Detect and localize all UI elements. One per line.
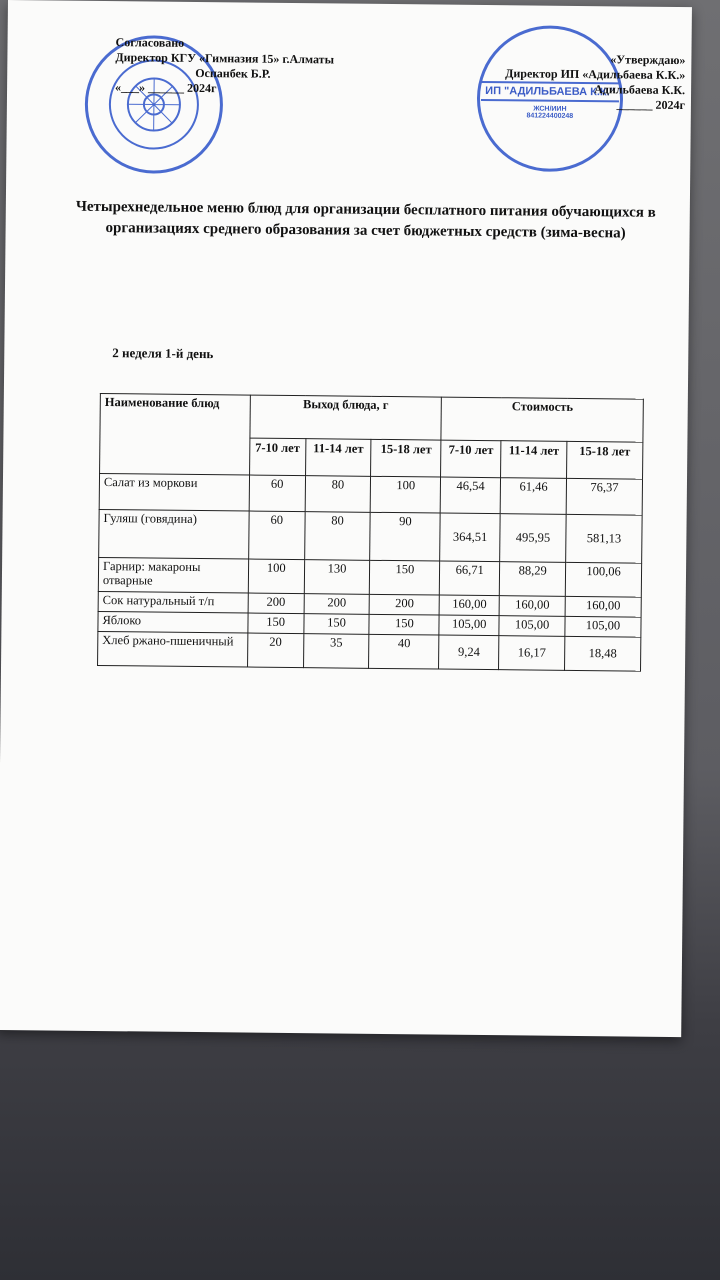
- output-cell: 100: [371, 476, 441, 513]
- cost-cell: 46,54: [440, 477, 500, 514]
- approval-left-line2: Директор КГУ «Гимназия 15» г.Алматы: [115, 50, 335, 67]
- output-cell: 60: [249, 475, 305, 512]
- header-output: Выход блюда, г: [250, 395, 442, 440]
- approval-right-line3: Адильбаева К.К.: [594, 82, 686, 98]
- cost-cell: 61,46: [500, 478, 566, 515]
- output-cell: 200: [248, 593, 304, 614]
- approval-left-block: [115, 35, 376, 98]
- week-day-label: 2 неделя 1-й день: [112, 345, 214, 362]
- cost-cell: 100,06: [565, 562, 641, 597]
- approval-right-line4: ______ 2024г: [616, 97, 686, 113]
- output-cell: 200: [370, 594, 440, 615]
- approval-right-line1: «Утверждаю»: [610, 52, 686, 68]
- seal-company-name: ИП "АДИЛЬБАЕВА К.К.": [481, 81, 619, 102]
- output-cell: 150: [369, 614, 439, 635]
- output-cell: 150: [304, 614, 370, 635]
- cost-cell: 495,95: [500, 514, 566, 563]
- dish-name: Салат из моркови: [99, 473, 249, 511]
- cost-cell: 160,00: [565, 596, 641, 617]
- header-age: 7-10 лет: [441, 440, 501, 478]
- output-cell: 150: [248, 613, 304, 634]
- cost-cell: 581,13: [566, 514, 642, 563]
- cost-cell: 105,00: [439, 615, 499, 636]
- seal-id-number: 841224400248: [526, 112, 574, 120]
- cost-cell: 105,00: [499, 616, 565, 637]
- output-cell: 100: [248, 559, 304, 594]
- table-row: [99, 509, 642, 563]
- seal-id-label: ЖСН/ИИН: [533, 105, 567, 113]
- table-row: [98, 631, 641, 671]
- cost-cell: 160,00: [439, 595, 499, 616]
- header-cost: Стоимость: [441, 397, 643, 442]
- header-age: 11-14 лет: [305, 439, 371, 477]
- dish-name: Гуляш (говядина): [99, 509, 249, 559]
- cost-cell: 9,24: [439, 635, 499, 670]
- dish-name: Сок натуральный т/п: [98, 591, 248, 613]
- table-row: [98, 557, 641, 597]
- output-cell: 35: [303, 634, 369, 669]
- output-cell: 60: [248, 511, 304, 560]
- approval-right-line2: Директор ИП «Адильбаева К.К.»: [505, 66, 686, 83]
- table-row: [99, 473, 642, 515]
- document-title: Четырехнедельное меню блюд для организации бесплатного питания обучающихся в организациях среднего образования за счет бюджетных средств (зима-весна): [75, 198, 656, 242]
- approval-left-line3: Оспанбек Б.Р.: [195, 65, 271, 81]
- header-age: 15-18 лет: [567, 441, 643, 479]
- output-cell: 130: [304, 560, 370, 595]
- output-cell: 150: [370, 560, 440, 595]
- cost-cell: 76,37: [566, 478, 642, 515]
- header-age: 11-14 лет: [501, 441, 567, 479]
- header-dish-name: Наименование блюд: [100, 393, 251, 475]
- dish-name: Гарнир: макароны отварные: [98, 557, 248, 593]
- cost-cell: 18,48: [565, 636, 641, 671]
- cost-cell: 364,51: [440, 513, 500, 562]
- output-cell: 80: [304, 512, 370, 561]
- cost-cell: 66,71: [440, 561, 500, 596]
- header-age: 15-18 лет: [371, 439, 441, 477]
- output-cell: 90: [370, 512, 440, 561]
- output-cell: 20: [247, 633, 303, 668]
- output-cell: 80: [305, 476, 371, 513]
- cost-cell: 160,00: [499, 596, 565, 617]
- cost-cell: 16,17: [499, 636, 565, 671]
- cost-cell: 88,29: [499, 562, 565, 597]
- output-cell: 200: [304, 594, 370, 615]
- menu-table: [97, 393, 644, 672]
- dish-name: Яблоко: [98, 611, 248, 633]
- output-cell: 40: [369, 634, 439, 669]
- dish-name: Хлеб ржано-пшеничный: [98, 631, 248, 667]
- header-age: 7-10 лет: [249, 438, 305, 476]
- cost-cell: 105,00: [565, 616, 641, 637]
- approval-right-block: [485, 51, 686, 113]
- approval-left-line1: Согласовано: [115, 35, 185, 50]
- approval-left-line4: «___» ______ 2024г: [115, 80, 217, 96]
